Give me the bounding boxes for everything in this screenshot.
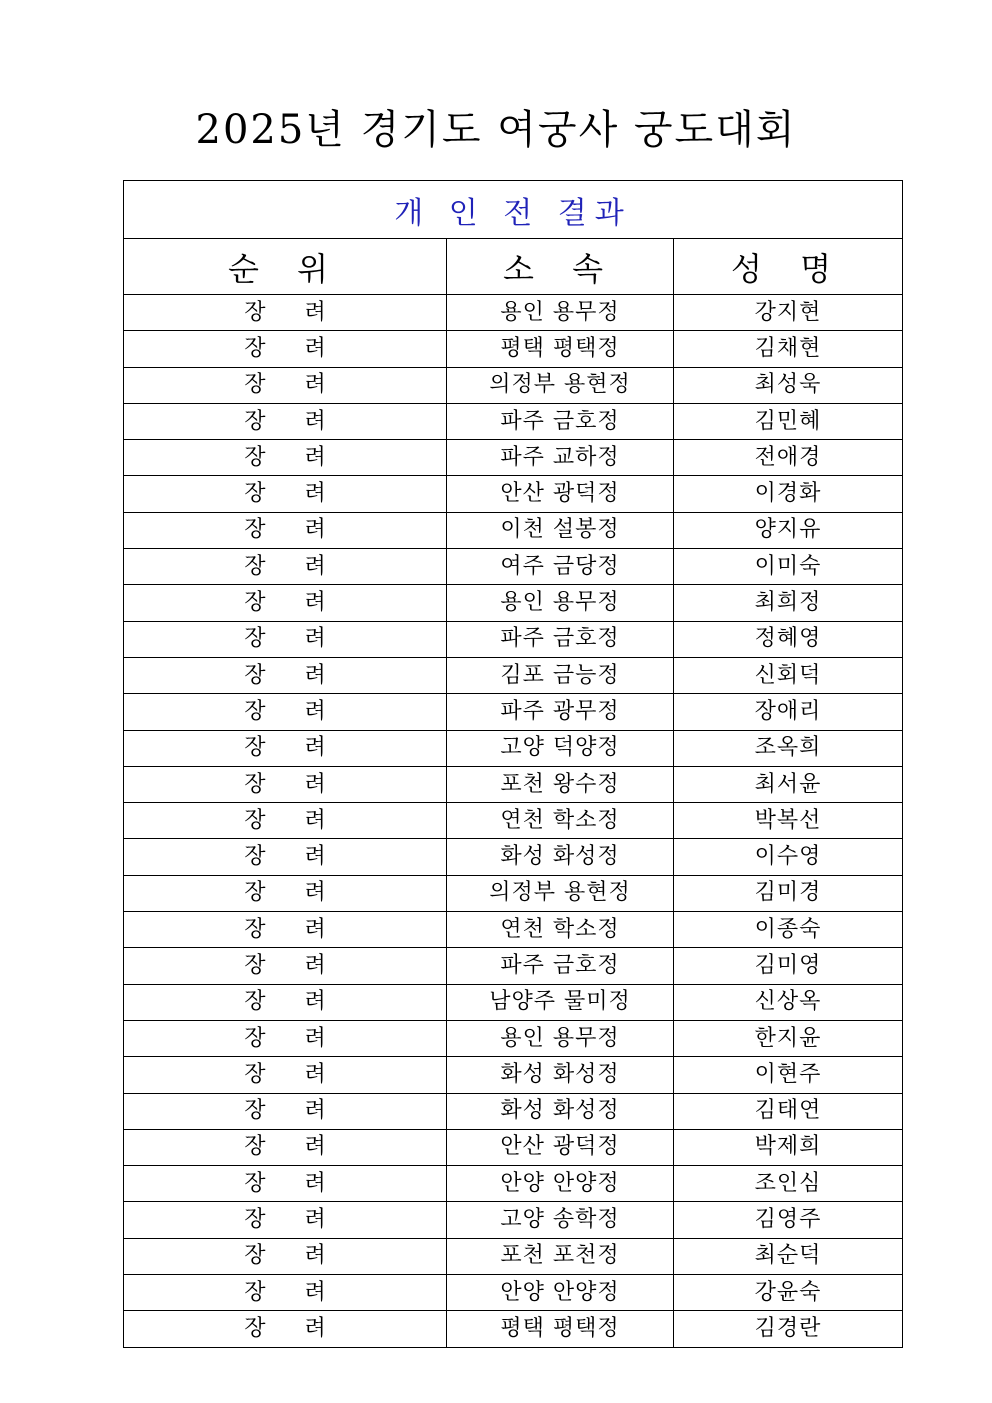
name-cell: 장애리: [674, 694, 903, 730]
affiliation-cell: 고양 덕양정: [447, 730, 674, 766]
table-caption: 개 인 전 결과: [124, 181, 903, 239]
table-row: [124, 367, 903, 403]
affiliation-cell: 파주 금호정: [447, 948, 674, 984]
affiliation-cell: 파주 금호정: [447, 621, 674, 657]
name-cell: 이미숙: [674, 549, 903, 585]
header-name: 성 명: [674, 239, 903, 295]
table-row: [124, 1311, 903, 1347]
affiliation-cell: 연천 학소정: [447, 803, 674, 839]
name-cell: 최서윤: [674, 766, 903, 802]
name-cell: 박복선: [674, 803, 903, 839]
table-header-row: [124, 239, 903, 295]
table-row: [124, 1020, 903, 1056]
name-cell: 김채현: [674, 331, 903, 367]
name-cell: 김미영: [674, 948, 903, 984]
rank-cell: 장 려: [124, 295, 447, 331]
affiliation-cell: 용인 용무정: [447, 585, 674, 621]
affiliation-cell: 포천 왕수정: [447, 766, 674, 802]
name-cell: 전애경: [674, 440, 903, 476]
document-title: 2025년 경기도 여궁사 궁도대회: [195, 107, 797, 153]
table-row: [124, 1129, 903, 1165]
rank-cell: 장 려: [124, 621, 447, 657]
name-cell: 김태연: [674, 1093, 903, 1129]
affiliation-cell: 의정부 용현정: [447, 875, 674, 911]
affiliation-cell: 화성 화성정: [447, 1057, 674, 1093]
name-cell: 강지현: [674, 295, 903, 331]
affiliation-cell: 안양 안양정: [447, 1275, 674, 1311]
name-cell: 최순덕: [674, 1238, 903, 1274]
rank-cell: 장 려: [124, 367, 447, 403]
name-cell: 이종숙: [674, 912, 903, 948]
rank-cell: 장 려: [124, 1057, 447, 1093]
affiliation-cell: 화성 화성정: [447, 839, 674, 875]
affiliation-cell: 평택 평택정: [447, 1311, 674, 1347]
affiliation-cell: 의정부 용현정: [447, 367, 674, 403]
table-row: [124, 1057, 903, 1093]
name-cell: 김영주: [674, 1202, 903, 1238]
table-row: [124, 1166, 903, 1202]
table-caption-row: [124, 181, 903, 239]
table-row: [124, 295, 903, 331]
table-row: [124, 948, 903, 984]
table-row: [124, 331, 903, 367]
affiliation-cell: 연천 학소정: [447, 912, 674, 948]
rank-cell: 장 려: [124, 657, 447, 693]
rank-cell: 장 려: [124, 730, 447, 766]
name-cell: 신상옥: [674, 984, 903, 1020]
rank-cell: 장 려: [124, 440, 447, 476]
name-cell: 김경란: [674, 1311, 903, 1347]
rank-cell: 장 려: [124, 766, 447, 802]
name-cell: 양지유: [674, 512, 903, 548]
table-row: [124, 1202, 903, 1238]
rank-cell: 장 려: [124, 1166, 447, 1202]
rank-cell: 장 려: [124, 803, 447, 839]
rank-cell: 장 려: [124, 1202, 447, 1238]
name-cell: 조인심: [674, 1166, 903, 1202]
rank-cell: 장 려: [124, 403, 447, 439]
rank-cell: 장 려: [124, 1311, 447, 1347]
affiliation-cell: 파주 금호정: [447, 403, 674, 439]
rank-cell: 장 려: [124, 585, 447, 621]
rank-cell: 장 려: [124, 512, 447, 548]
name-cell: 신회덕: [674, 657, 903, 693]
table-row: [124, 766, 903, 802]
rank-cell: 장 려: [124, 1020, 447, 1056]
rank-cell: 장 려: [124, 476, 447, 512]
rank-cell: 장 려: [124, 912, 447, 948]
name-cell: 이수영: [674, 839, 903, 875]
affiliation-cell: 남양주 물미정: [447, 984, 674, 1020]
table-row: [124, 549, 903, 585]
affiliation-cell: 고양 송학정: [447, 1202, 674, 1238]
affiliation-cell: 포천 포천정: [447, 1238, 674, 1274]
name-cell: 최희정: [674, 585, 903, 621]
table-row: [124, 1238, 903, 1274]
name-cell: 최성욱: [674, 367, 903, 403]
affiliation-cell: 이천 설봉정: [447, 512, 674, 548]
table-row: [124, 476, 903, 512]
affiliation-cell: 파주 광무정: [447, 694, 674, 730]
table-row: [124, 403, 903, 439]
table-row: [124, 912, 903, 948]
name-cell: 박제희: [674, 1129, 903, 1165]
rank-cell: 장 려: [124, 1238, 447, 1274]
table-row: [124, 1093, 903, 1129]
table-row: [124, 512, 903, 548]
table-row: [124, 730, 903, 766]
table-row: [124, 585, 903, 621]
header-affiliation: 소 속: [447, 239, 674, 295]
results-body: [124, 295, 903, 1348]
affiliation-cell: 용인 용무정: [447, 1020, 674, 1056]
table-row: [124, 657, 903, 693]
header-rank: 순 위: [124, 239, 447, 295]
rank-cell: 장 려: [124, 549, 447, 585]
rank-cell: 장 려: [124, 948, 447, 984]
table-row: [124, 694, 903, 730]
rank-cell: 장 려: [124, 1275, 447, 1311]
rank-cell: 장 려: [124, 984, 447, 1020]
rank-cell: 장 려: [124, 1129, 447, 1165]
table-row: [124, 875, 903, 911]
name-cell: 김민혜: [674, 403, 903, 439]
table-row: [124, 621, 903, 657]
name-cell: 정혜영: [674, 621, 903, 657]
rank-cell: 장 려: [124, 875, 447, 911]
name-cell: 이현주: [674, 1057, 903, 1093]
affiliation-cell: 안양 안양정: [447, 1166, 674, 1202]
results-table: [123, 180, 903, 1348]
table-row: [124, 803, 903, 839]
rank-cell: 장 려: [124, 694, 447, 730]
table-row: [124, 1275, 903, 1311]
rank-cell: 장 려: [124, 1093, 447, 1129]
affiliation-cell: 화성 화성정: [447, 1093, 674, 1129]
affiliation-cell: 용인 용무정: [447, 295, 674, 331]
affiliation-cell: 여주 금당정: [447, 549, 674, 585]
rank-cell: 장 려: [124, 331, 447, 367]
affiliation-cell: 파주 교하정: [447, 440, 674, 476]
name-cell: 강윤숙: [674, 1275, 903, 1311]
name-cell: 김미경: [674, 875, 903, 911]
affiliation-cell: 안산 광덕정: [447, 476, 674, 512]
rank-cell: 장 려: [124, 839, 447, 875]
name-cell: 조옥희: [674, 730, 903, 766]
table-row: [124, 839, 903, 875]
affiliation-cell: 안산 광덕정: [447, 1129, 674, 1165]
table-row: [124, 440, 903, 476]
table-row: [124, 984, 903, 1020]
name-cell: 한지윤: [674, 1020, 903, 1056]
name-cell: 이경화: [674, 476, 903, 512]
affiliation-cell: 김포 금능정: [447, 657, 674, 693]
affiliation-cell: 평택 평택정: [447, 331, 674, 367]
